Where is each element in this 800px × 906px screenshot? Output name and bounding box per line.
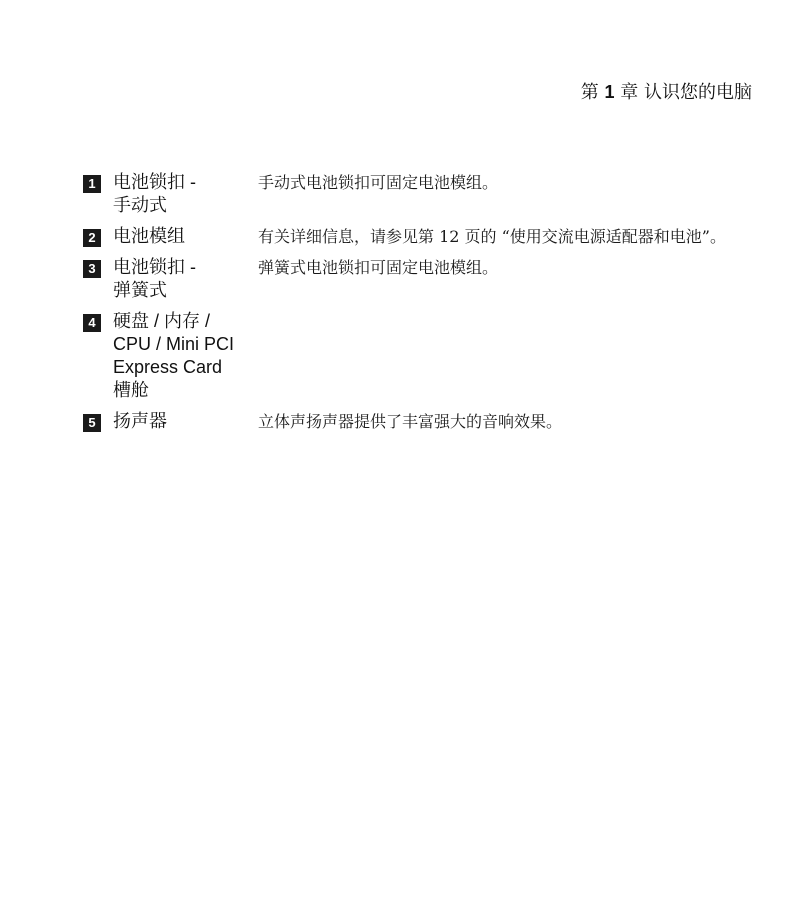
item-number-badge: 3	[83, 260, 101, 278]
list-item	[83, 256, 733, 302]
item-description: 有关详细信息，请参见第 12 页的 “使用交流电源适配器和电池”。	[258, 227, 726, 246]
item-term: 电池模组	[113, 226, 185, 246]
chapter-prefix: 第	[580, 82, 599, 103]
item-term: 扬声器	[113, 411, 167, 431]
chapter-number: 1	[604, 82, 615, 102]
component-list	[83, 171, 733, 441]
item-description: 弹簧式电池锁扣可固定电池模组。	[258, 258, 499, 277]
list-item	[83, 310, 733, 402]
item-number-badge: 5	[83, 414, 101, 432]
item-number-badge: 2	[83, 229, 101, 247]
item-description: 立体声扬声器提供了丰富强大的音响效果。	[258, 412, 563, 431]
item-number-badge: 1	[83, 175, 101, 193]
item-term: 电池锁扣 - 手动式	[113, 172, 196, 215]
chapter-title: 章 认识您的电脑	[620, 82, 752, 103]
item-term: 硬盘 / 内存 / CPU / Mini PCI Express Card 槽舱	[113, 311, 235, 400]
list-item	[83, 225, 733, 248]
item-description: 手动式电池锁扣可固定电池模组。	[258, 173, 499, 192]
item-term: 电池锁扣 - 弹簧式	[113, 257, 196, 300]
chapter-header	[581, 79, 752, 106]
item-number-badge: 4	[83, 314, 101, 332]
list-item	[83, 171, 733, 217]
list-item	[83, 410, 733, 433]
